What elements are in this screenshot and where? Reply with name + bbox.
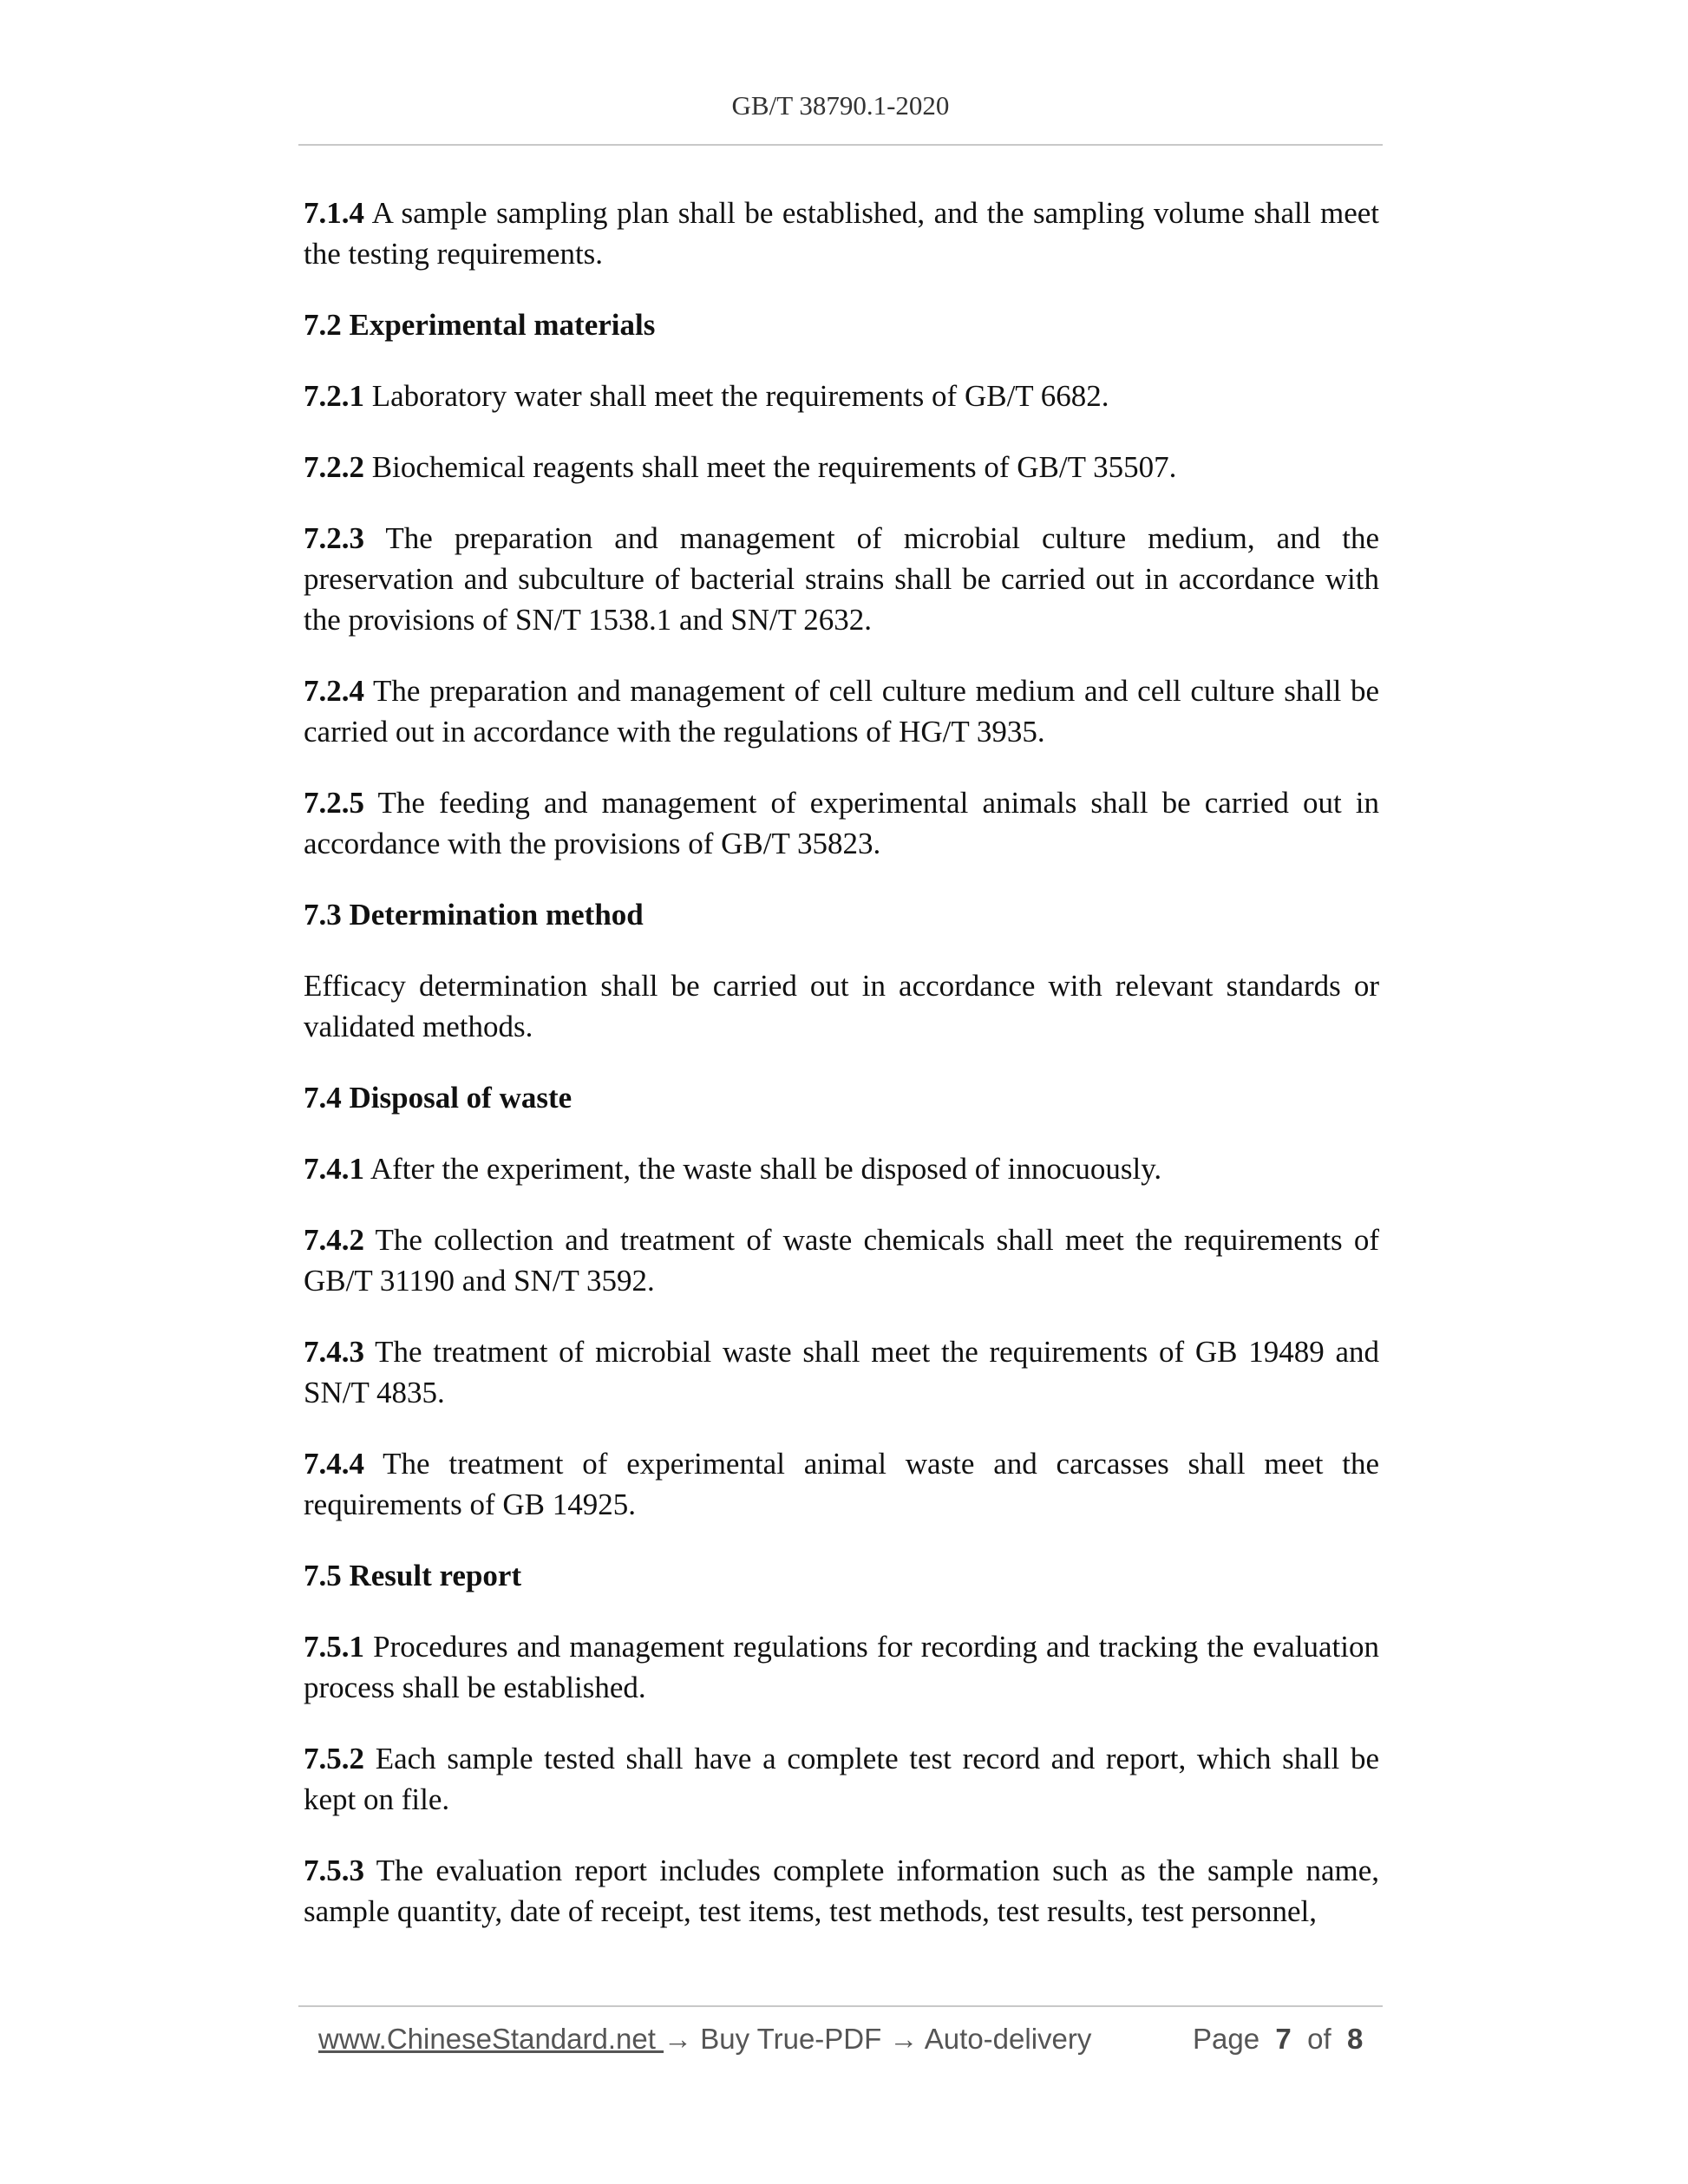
clause-text: The preparation and management of cell culture medium and cell culture shall be carried out in accordance with the regulations of HG/T 3935.	[304, 674, 1379, 749]
section-heading-7-5: 7.5 Result report	[304, 1559, 522, 1592]
clause-text: Laboratory water shall meet the requirements of GB/T 6682.	[371, 379, 1109, 413]
clause-7-4-2	[304, 1220, 1379, 1301]
clause-text: The evaluation report includes complete information such as the sample name, sample quantity, date of receipt, test items, test methods, test results, test personnel,	[304, 1854, 1379, 1928]
section-heading-7-4: 7.4 Disposal of waste	[304, 1081, 572, 1115]
clause-text: Each sample tested shall have a complete test record and report, which shall be kept on file.	[304, 1742, 1379, 1816]
clause-7-4-3	[304, 1331, 1379, 1413]
total-pages-number: 8	[1347, 2023, 1364, 2055]
clause-number: 7.5.1	[304, 1630, 364, 1664]
arrow-right-icon: →	[889, 2023, 919, 2055]
clause-7-5-2	[304, 1738, 1379, 1820]
clause-7-2-1	[304, 376, 1379, 416]
clause-text: The treatment of microbial waste shall meet the requirements of GB 19489 and SN/T 4835.	[304, 1335, 1380, 1409]
arrow-right-icon: →	[664, 2023, 693, 2055]
clause-7-5-3	[304, 1850, 1379, 1932]
clause-number: 7.4.1	[304, 1152, 364, 1186]
paragraph-determination: Efficacy determination shall be carried out in accordance with relevant standards or validated methods.	[304, 969, 1379, 1043]
clause-number: 7.1.4	[304, 196, 364, 230]
clause-number: 7.4.4	[304, 1447, 364, 1481]
clause-text: The feeding and management of experimental animals shall be carried out in accordance with the provisions of GB/T 35823.	[304, 786, 1379, 860]
buy-text: Buy True-PDF	[692, 2023, 890, 2055]
clause-text: The treatment of experimental animal waste and carcasses shall meet the requirements of GB 14925.	[304, 1447, 1379, 1521]
clause-number: 7.5.3	[304, 1854, 364, 1887]
page-indicator	[1193, 2023, 1363, 2056]
clause-number: 7.2.3	[304, 521, 364, 555]
clause-7-2-5	[304, 782, 1379, 864]
clause-number: 7.2.4	[304, 674, 364, 708]
section-heading-7-3: 7.3 Determination method	[304, 898, 644, 932]
clause-text: The collection and treatment of waste chemicals shall meet the requirements of GB/T 31190 and SN/T 3592.	[304, 1223, 1380, 1298]
clause-text: After the experiment, the waste shall be disposed of innocuously.	[370, 1152, 1162, 1186]
clause-7-2-4	[304, 670, 1379, 752]
clause-7-4-4	[304, 1443, 1379, 1525]
clause-7-4-1	[304, 1148, 1379, 1189]
clause-7-2-2	[304, 447, 1379, 487]
document-header: GB/T 38790.1-2020	[731, 90, 950, 121]
clause-text: Biochemical reagents shall meet the requirements of GB/T 35507.	[371, 450, 1177, 484]
clause-number: 7.2.5	[304, 786, 364, 820]
clause-7-1-4	[304, 193, 1379, 274]
current-page-number: 7	[1275, 2023, 1292, 2055]
page-label: Page	[1193, 2023, 1260, 2055]
footer-divider	[298, 2005, 1383, 2007]
footer-promo	[318, 2023, 1091, 2056]
website-link[interactable]: www.ChineseStandard.net	[318, 2023, 664, 2055]
clause-text: A sample sampling plan shall be established, and the sampling volume shall meet the testing requirements.	[304, 196, 1379, 271]
clause-number: 7.2.2	[304, 450, 364, 484]
delivery-text: Auto-delivery	[918, 2023, 1092, 2055]
clause-text: The preparation and management of microbial culture medium, and the preservation and subculture of bacterial strains shall be carried out in accordance with the provisions of SN/T 1538.1 and SN/T 2632.	[304, 521, 1379, 637]
of-label: of	[1307, 2023, 1331, 2055]
clause-number: 7.4.2	[304, 1223, 364, 1257]
clause-number: 7.2.1	[304, 379, 364, 413]
clause-text: Procedures and management regulations for recording and tracking the evaluation process shall be established.	[304, 1630, 1380, 1704]
clause-7-2-3	[304, 518, 1379, 640]
clause-7-5-1	[304, 1626, 1379, 1708]
document-body	[304, 193, 1379, 1962]
section-heading-7-2: 7.2 Experimental materials	[304, 308, 656, 342]
clause-number: 7.5.2	[304, 1742, 364, 1775]
header-divider	[298, 144, 1383, 146]
clause-number: 7.4.3	[304, 1335, 364, 1369]
